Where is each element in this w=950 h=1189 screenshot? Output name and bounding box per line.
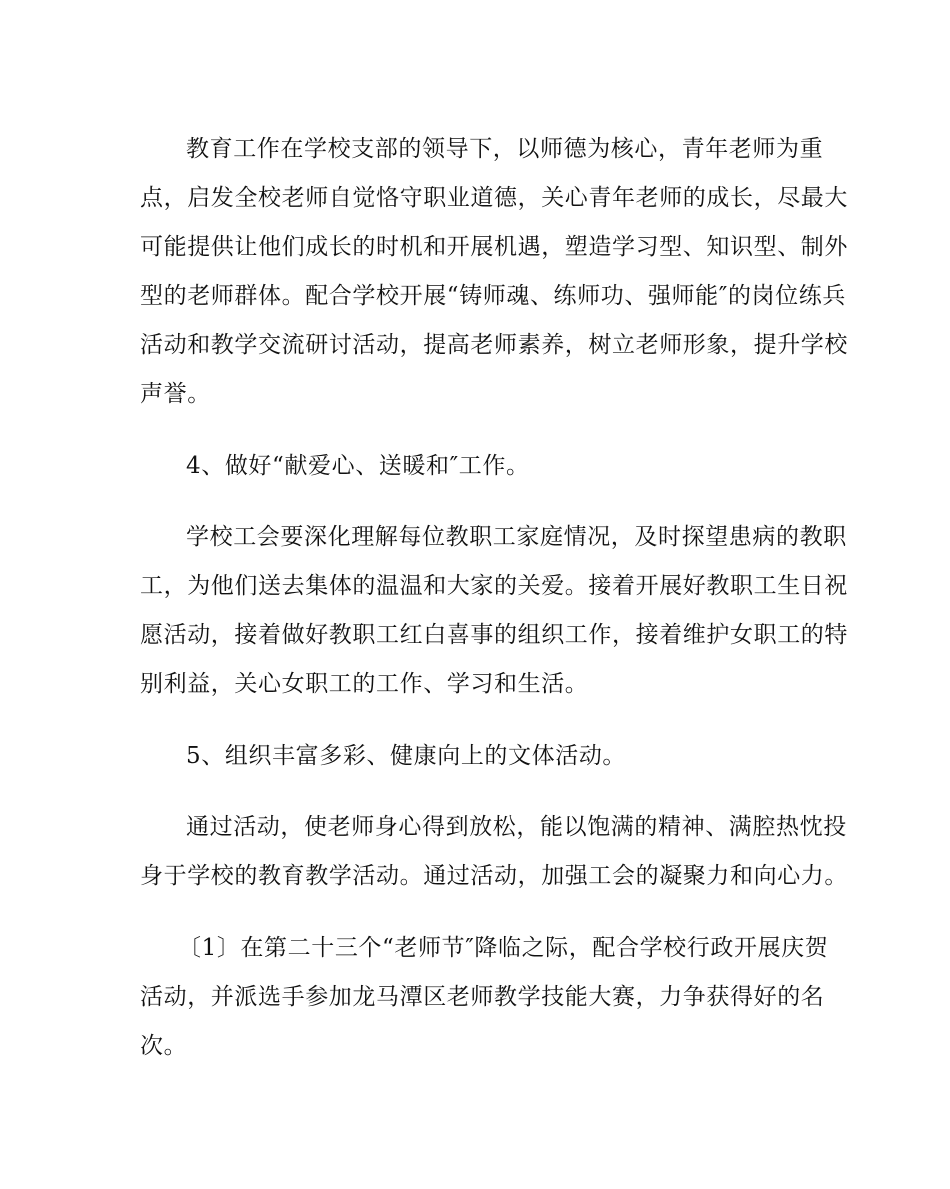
paragraph-2-line-1: 学校工会要深化理解每位教职工家庭情况，及时探望患病的教职: [186, 524, 847, 550]
paragraph-4-line-2: 活动，并派选手参加龙马潭区老师教学技能大赛，力争获得好的名: [140, 984, 825, 1010]
section-heading-5: 5、组织丰富多彩、健康向上的文体活动。: [186, 743, 627, 769]
paragraph-1-line-5: 活动和教学交流研讨活动，提高老师素养，树立老师形象，提升学校: [140, 332, 848, 358]
paragraph-2-line-2: 工，为他们送去集体的温温和大家的关爱。接着开展好教职工生日祝: [140, 573, 848, 599]
paragraph-4-line-1: 〔1〕在第二十三个“老师节″降临之际，配合学校行政开展庆贺: [178, 935, 829, 961]
paragraph-1-line-1: 教育工作在学校支部的领导下，以师德为核心，青年老师为重: [186, 136, 824, 162]
paragraph-2-line-3: 愿活动，接着做好教职工红白喜事的组织工作，接着维护女职工的特: [140, 622, 848, 648]
paragraph-4-line-3: 次。: [140, 1033, 188, 1059]
paragraph-1-line-6: 声誉。: [140, 381, 211, 407]
section-heading-4: 4、做好“献爱心、送暖和″工作。: [186, 453, 530, 479]
paragraph-1-line-4: 型的老师群体。配合学校开展“铸师魂、练师功、强师能″的岗位练兵: [140, 283, 846, 309]
paragraph-3-line-2: 身于学校的教育教学活动。通过活动，加强工会的凝聚力和向心力。: [140, 863, 848, 889]
paragraph-2-line-4: 别利益，关心女职工的工作、学习和生活。: [140, 671, 589, 697]
paragraph-1-line-3: 可能提供让他们成长的时机和开展机遇，塑造学习型、知识型、制外: [140, 234, 848, 260]
paragraph-3-line-1: 通过活动，使老师身心得到放松，能以饱满的精神、满腔热忱投: [186, 814, 847, 840]
paragraph-1-line-2: 点，启发全校老师自觉恪守职业道德，关心青年老师的成长，尽最大: [140, 185, 848, 211]
